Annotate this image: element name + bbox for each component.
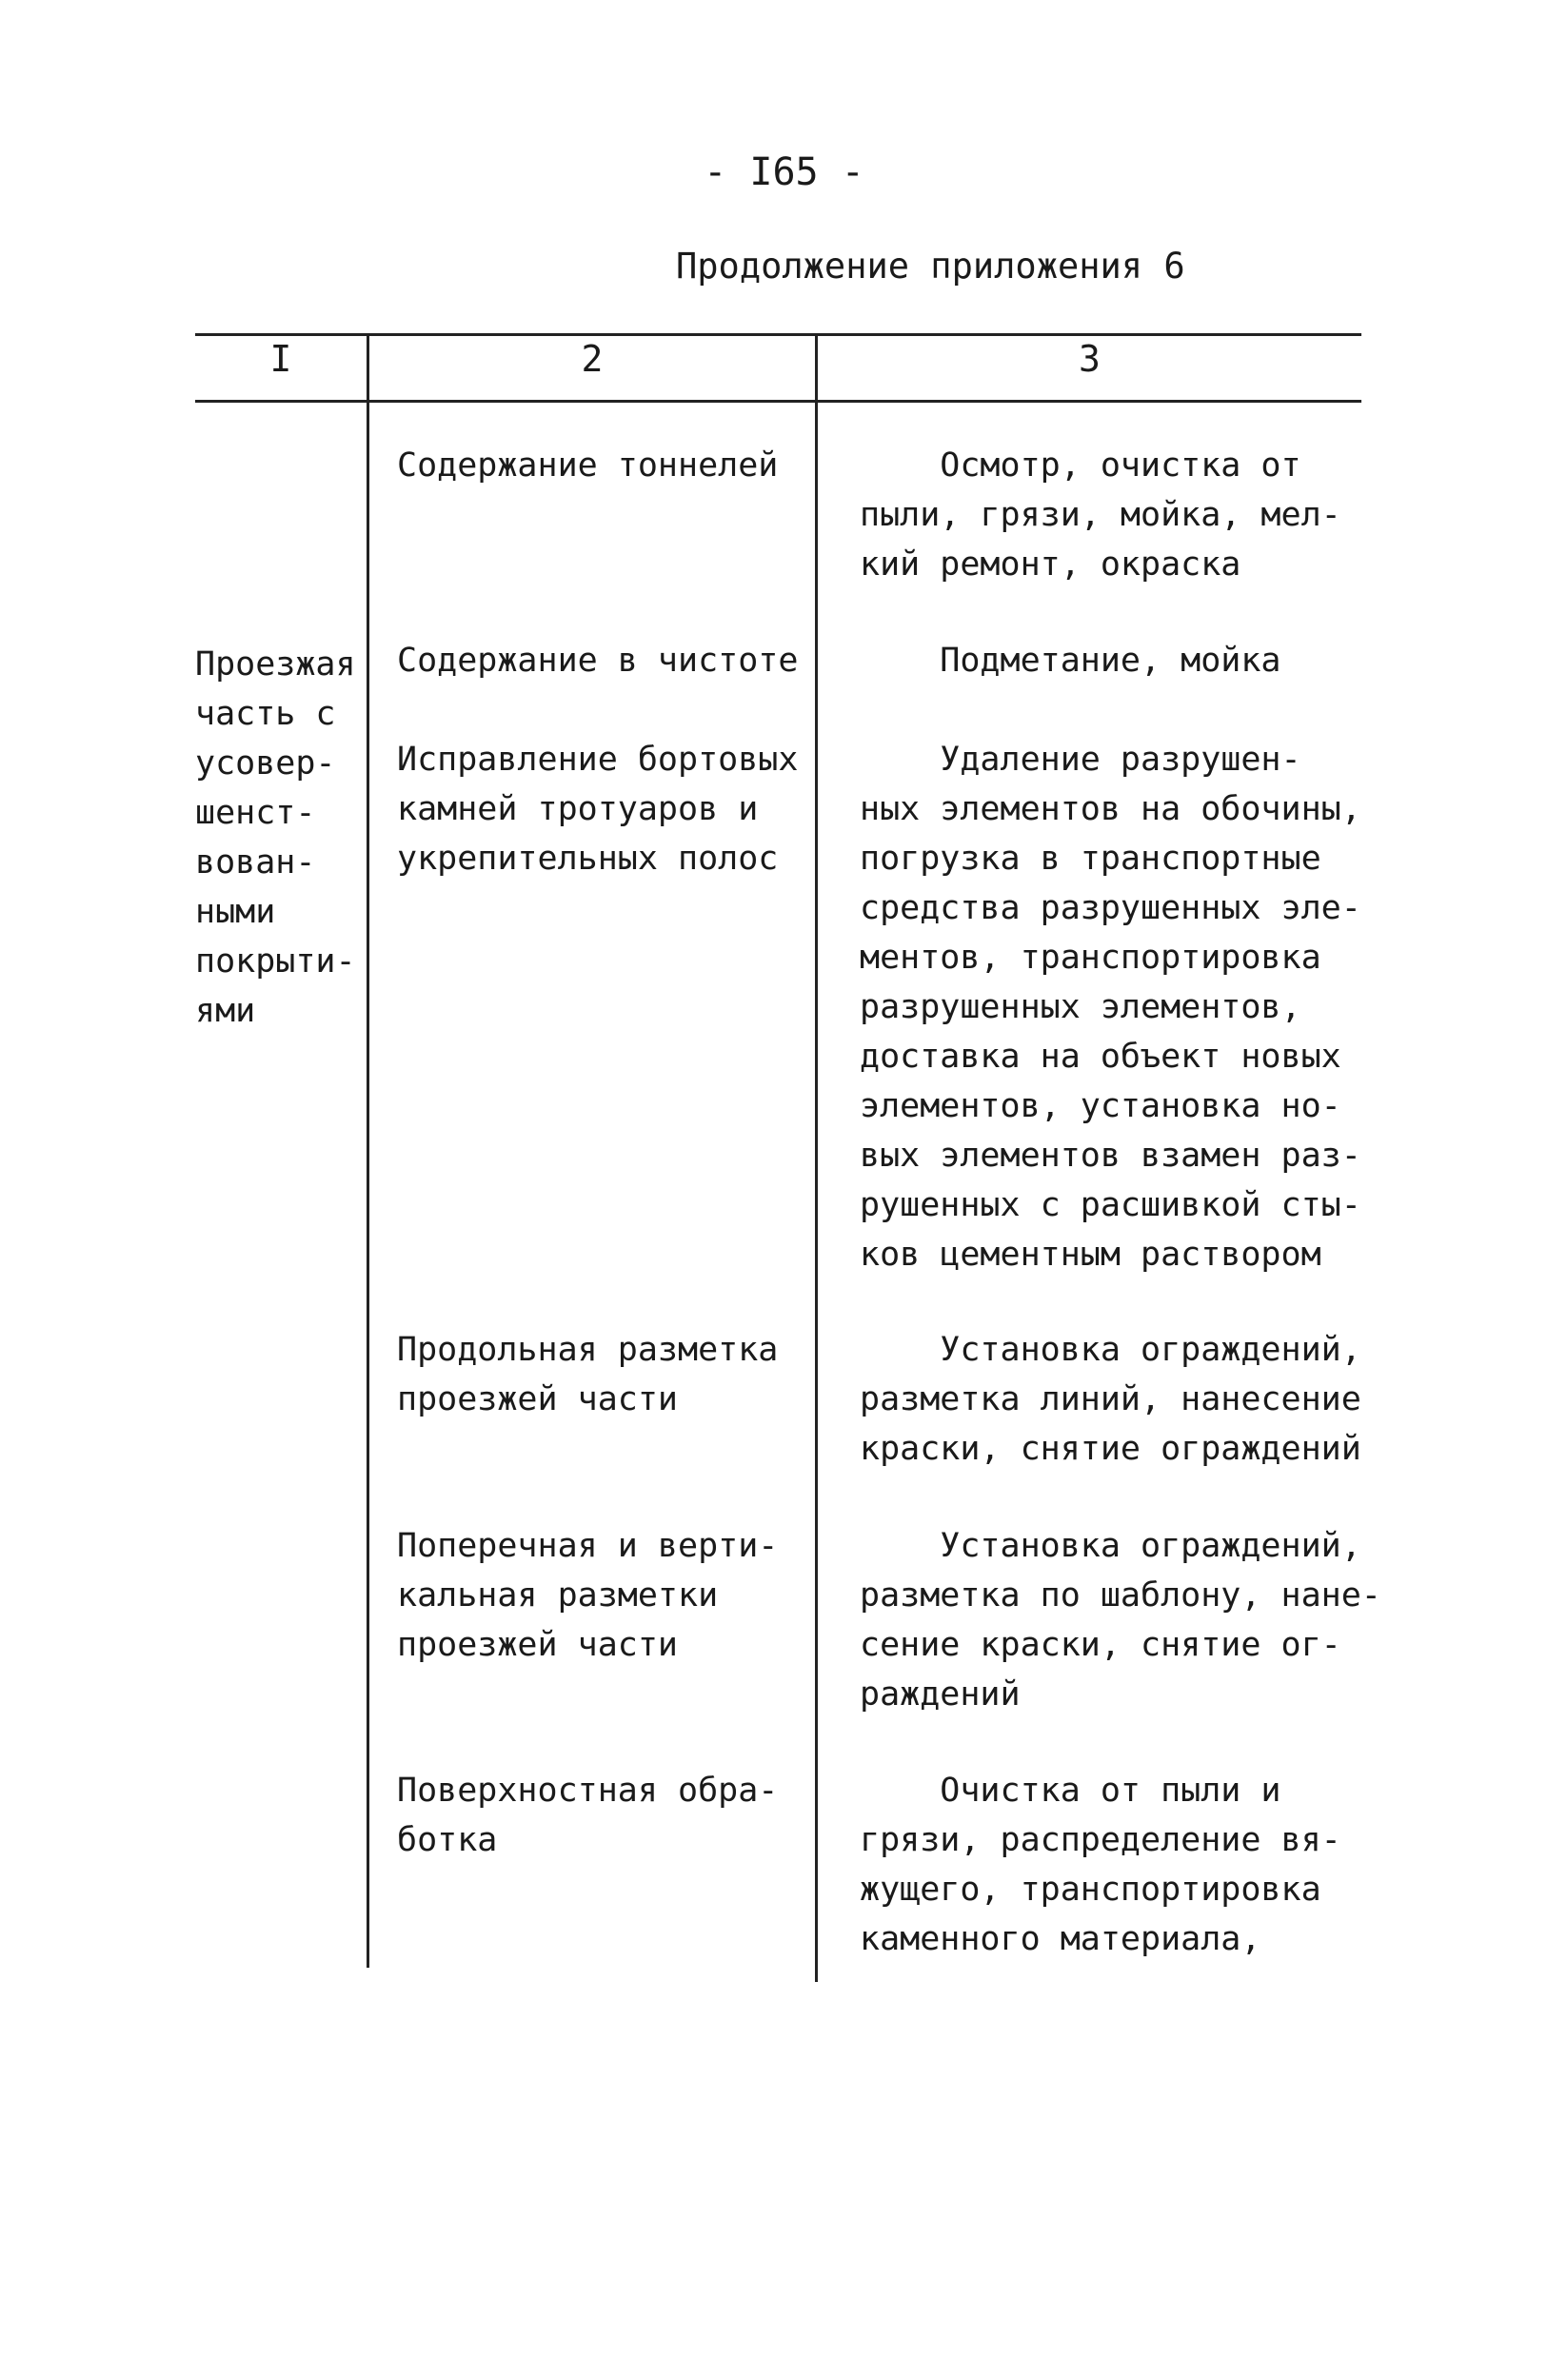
operation-line: ментов, транспортировка [860,939,1321,977]
row-surface-treatment-work [397,1766,778,1865]
operation-line: погрузка в транспортные [860,840,1321,878]
table-header-rule [195,400,1361,403]
work-line: камней тротуаров и [397,790,759,828]
operation-line: Установка ограждений, [860,1331,1361,1369]
operation-line: кий ремонт, окраска [860,545,1241,584]
row-cleanliness-work [397,636,798,685]
work-line: ботка [397,1821,498,1859]
operation-line: элементов, установка но- [860,1087,1341,1125]
col1-line: покрыти- [195,942,356,981]
col1-road-surface [195,640,356,1036]
appendix-subtitle: Продолжение приложения 6 [676,246,1185,287]
row-tunnels-work [397,441,778,490]
row-tunnels-operations [860,441,1341,589]
operation-line: Осмотр, очистка от [860,446,1301,485]
work-line: Поперечная и верти- [397,1527,779,1565]
work-line: кальная разметки [397,1576,719,1615]
row-cleanliness-operations [860,636,1281,685]
col1-line: часть с [195,695,336,733]
row-longitudinal-marking-work [397,1325,778,1424]
column-divider-2 [815,335,818,1982]
operation-line: средства разрушенных эле- [860,889,1361,927]
operation-line: раждений [860,1675,1021,1714]
row-curbs-work [397,735,798,883]
operation-line: Удаление разрушен- [860,741,1301,779]
work-line: Поверхностная обра- [397,1772,779,1810]
work-line: Содержание в чистоте [397,642,799,680]
col1-line: усовер- [195,744,336,783]
col1-line: ями [195,992,256,1030]
operation-line: ков цементным раствором [860,1236,1321,1274]
operation-line: вых элементов взамен раз- [860,1137,1361,1175]
operation-line: грязи, распределение вя- [860,1821,1341,1859]
row-transverse-marking-work [397,1521,778,1670]
row-transverse-marking-operations [860,1521,1381,1719]
operation-line: каменного материала, [860,1920,1261,1958]
header-col-3: 3 [1079,338,1101,380]
work-line: проезжей части [397,1626,679,1664]
operation-line: Очистка от пыли и [860,1772,1281,1810]
work-line: укрепительных полос [397,840,779,878]
operation-line: пыли, грязи, мойка, мел- [860,496,1341,534]
header-col-2: 2 [581,338,604,380]
operation-line: сение краски, снятие ог- [860,1626,1341,1664]
row-curbs-operations [860,735,1361,1279]
work-line: проезжей части [397,1380,679,1418]
operation-line: жущего, транспортировка [860,1871,1321,1909]
col1-line: вован- [195,843,316,882]
row-longitudinal-marking-operations [860,1325,1361,1474]
column-divider-1 [367,335,369,1968]
operation-line: краски, снятие ограждений [860,1430,1361,1468]
page-number: - I65 - [704,150,864,194]
col1-line: ными [195,893,276,931]
row-surface-treatment-operations [860,1766,1341,1964]
operation-line: разметка линий, нанесение [860,1380,1361,1418]
work-line: Содержание тоннелей [397,446,779,485]
operation-line: рушенных с расшивкой сты- [860,1186,1361,1224]
operation-line: Установка ограждений, [860,1527,1361,1565]
work-line: Продольная разметка [397,1331,779,1369]
operation-line: разрушенных элементов, [860,988,1301,1026]
header-col-1: I [269,338,292,380]
col1-line: Проезжая [195,645,356,684]
table-top-rule [195,333,1361,336]
operation-line: доставка на объект новых [860,1038,1341,1076]
operation-line: ных элементов на обочины, [860,790,1361,828]
operation-line: Подметание, мойка [860,642,1281,680]
work-line: Исправление бортовых [397,741,799,779]
col1-line: шенст- [195,794,316,832]
operation-line: разметка по шаблону, нане- [860,1576,1381,1615]
